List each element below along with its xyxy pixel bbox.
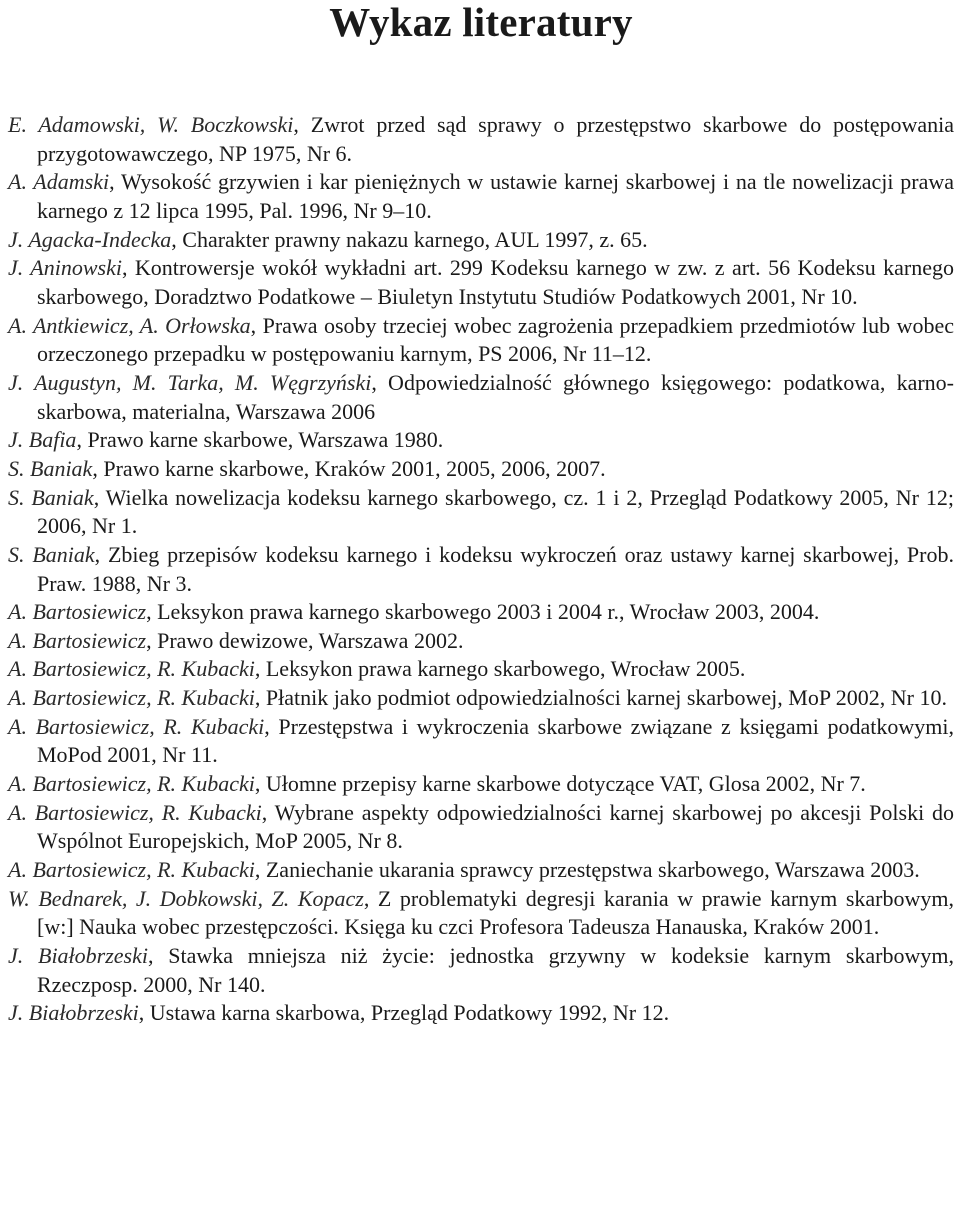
entry-text: , Kontrowersje wokół wykładni art. 299 Kodeksu karnego w zw. z art. 56 Kodeksu karnego skarbowego, Doradztwo Podatkowe – Biuletyn Instytutu Studiów Podatkowych 2001, Nr 10. bbox=[37, 255, 955, 309]
bibliography-entry bbox=[8, 541, 954, 598]
entry-authors: A. Antkiewicz, A. Orłowska bbox=[8, 312, 251, 338]
entry-authors: A. Bartosiewicz, R. Kubacki bbox=[8, 713, 265, 739]
entry-authors: A. Bartosiewicz bbox=[8, 627, 147, 653]
entry-authors: J. Agacka-Indecka bbox=[8, 226, 172, 252]
entry-text: , Wybrane aspekty odpowiedzialności karnej skarbowej po akcesji Polski do Wspólnot Europejskich, MoP 2005, Nr 8. bbox=[37, 799, 954, 854]
bibliography-entry bbox=[8, 770, 954, 799]
bibliography-entry bbox=[8, 226, 954, 255]
entry-text: , Leksykon prawa karnego skarbowego, Wrocław 2005. bbox=[254, 656, 746, 682]
entry-text: , Prawo karne skarbowe, Warszawa 1980. bbox=[76, 427, 444, 453]
bibliography-entry bbox=[8, 799, 954, 856]
entry-authors: A. Adamski bbox=[8, 169, 110, 195]
entry-authors: A. Bartosiewicz, R. Kubacki bbox=[8, 685, 255, 711]
entry-text: , Prawo karne skarbowe, Kraków 2001, 2005, 2006, 2007. bbox=[92, 455, 606, 481]
entry-text: , Odpowiedzialność głównego księgowego: podatkowa, karno-skarbowa, materialna, Warszawa 2006 bbox=[37, 369, 954, 424]
entry-authors: S. Baniak bbox=[8, 484, 94, 510]
bibliography-list bbox=[8, 111, 954, 1028]
bibliography-entry bbox=[8, 484, 954, 541]
entry-authors: W. Bednarek, J. Dobkowski, Z. Kopacz bbox=[8, 885, 364, 911]
entry-authors: A. Bartosiewicz, R. Kubacki bbox=[8, 857, 255, 883]
entry-text: , Wysokość grzywien i kar pieniężnych w ustawie karnej skarbowej i na tle nowelizacji prawa karnego z 12 lipca 1995, Pal. 1996, Nr 9–10. bbox=[37, 169, 954, 223]
bibliography-entry bbox=[8, 856, 954, 885]
page-title: Wykaz literatury bbox=[329, 0, 633, 45]
entry-text: , Zwrot przed sąd sprawy o przestępstwo skarbowe do postępowania przygotowawczego, NP 1975, Nr 6. bbox=[37, 112, 954, 166]
entry-text: , Płatnik jako podmiot odpowiedzialności karnej skarbowej, MoP 2002, Nr 10. bbox=[254, 685, 947, 711]
entry-authors: J. Augustyn, M. Tarka, M. Węgrzyński bbox=[8, 369, 372, 395]
bibliography-entry bbox=[8, 111, 954, 168]
entry-authors: A. Bartosiewicz, R. Kubacki bbox=[8, 656, 255, 682]
bibliography-entry bbox=[8, 627, 954, 656]
entry-text: , Zbieg przepisów kodeksu karnego i kodeksu wykroczeń oraz ustawy karnej skarbowej, Prob. Praw. 1988, Nr 3. bbox=[37, 541, 954, 596]
entry-text: , Wielka nowelizacja kodeksu karnego skarbowego, cz. 1 i 2, Przegląd Podatkowy 2005, Nr 12; 2006, Nr 1. bbox=[37, 484, 954, 539]
entry-text: , Prawa osoby trzeciej wobec zagrożenia przepadkiem przedmiotów lub wobec orzeczonego przepadku w postępowaniu karnym, PS 2006, Nr 11–12. bbox=[37, 312, 954, 367]
entry-authors: A. Bartosiewicz bbox=[8, 599, 147, 625]
entry-text: , Stawka mniejsza niż życie: jednostka grzywny w kodeksie karnym skarbowym, Rzeczposp. 2000, Nr 140. bbox=[37, 943, 954, 997]
entry-text: , Ułomne przepisy karne skarbowe dotyczące VAT, Glosa 2002, Nr 7. bbox=[254, 771, 866, 797]
entry-authors: J. Aninowski bbox=[8, 255, 122, 281]
entry-text: , Z problematyki degresji karania w prawie karnym skarbowym, [w:] Nauka wobec przestępczości. Księga ku czci Profesora Tadeusza Hanauska, Kraków 2001. bbox=[37, 885, 954, 940]
bibliography-entry bbox=[8, 942, 954, 999]
entry-authors: S. Baniak bbox=[8, 541, 95, 567]
bibliography-entry bbox=[8, 999, 954, 1028]
entry-authors: A. Bartosiewicz, R. Kubacki bbox=[8, 799, 262, 825]
bibliography-entry bbox=[8, 426, 954, 455]
entry-authors: J. Białobrzeski bbox=[8, 943, 148, 969]
bibliography-entry bbox=[8, 168, 954, 225]
entry-text: , Leksykon prawa karnego skarbowego 2003 i 2004 r., Wrocław 2003, 2004. bbox=[146, 599, 820, 625]
entry-text: , Przestępstwa i wykroczenia skarbowe związane z księgami podatkowymi, MoPod 2001, Nr 11. bbox=[37, 713, 954, 768]
entry-text: , Ustawa karna skarbowa, Przegląd Podatkowy 1992, Nr 12. bbox=[138, 1000, 670, 1026]
bibliography-entry bbox=[8, 885, 954, 942]
entry-authors: E. Adamowski, W. Boczkowski bbox=[8, 112, 294, 137]
bibliography-entry bbox=[8, 455, 954, 484]
entry-authors: J. Bafia bbox=[8, 427, 77, 453]
bibliography-entry bbox=[8, 369, 954, 426]
bibliography-entry bbox=[8, 655, 954, 684]
entry-authors: A. Bartosiewicz, R. Kubacki bbox=[8, 771, 255, 797]
bibliography-entry bbox=[8, 684, 954, 713]
entry-text: , Prawo dewizowe, Warszawa 2002. bbox=[146, 627, 464, 653]
bibliography-entry bbox=[8, 312, 954, 369]
entry-text: , Zaniechanie ukarania sprawcy przestępstwa skarbowego, Warszawa 2003. bbox=[254, 857, 920, 883]
entry-authors: S. Baniak bbox=[8, 455, 93, 481]
bibliography-entry bbox=[8, 598, 954, 627]
entry-text: , Charakter prawny nakazu karnego, AUL 1997, z. 65. bbox=[171, 226, 648, 252]
bibliography-entry bbox=[8, 713, 954, 770]
entry-authors: J. Białobrzeski bbox=[8, 1000, 139, 1026]
bibliography-entry bbox=[8, 254, 954, 311]
